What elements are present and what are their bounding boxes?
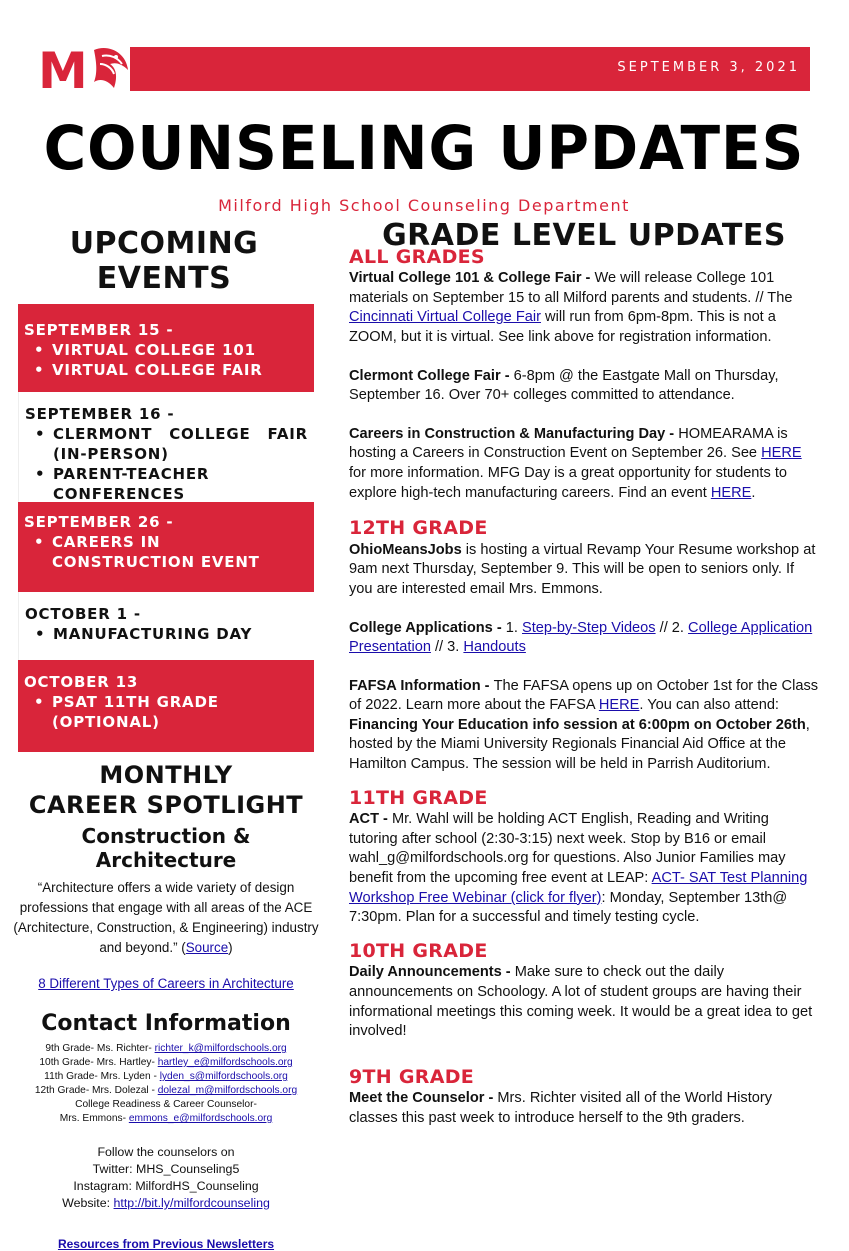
cincinnati-fair-link[interactable]: Cincinnati Virtual College Fair <box>349 309 541 326</box>
quote-end: ) <box>228 940 233 955</box>
item-title: Clermont College Fair - <box>349 367 514 384</box>
event-sep-15 <box>18 304 314 392</box>
twitter-handle: Twitter: MHS_Counseling5 <box>92 1162 240 1176</box>
item-text: , hosted by the Miami University Regionals Financial Aid Office at the Hamilton Campus. The session will be held in Parrish Auditorium. <box>349 716 810 773</box>
item-text: will run from 6pm-8pm. This is not a ZOOM, but it is virtual. See link above for registration information. <box>349 309 776 345</box>
act-sat-webinar-link[interactable]: ACT- SAT Test Planning Workshop Free Webinar (click for flyer) <box>349 870 808 906</box>
item-text: 6-8pm @ the Eastgate Mall on Thursday, September 16. Over 70+ colleges committed to attendance. <box>349 367 779 404</box>
upcoming-events-heading: UPCOMING EVENTS <box>69 226 259 296</box>
g10-announcements <box>349 963 819 1041</box>
step-videos-link[interactable]: Step-by-Step Videos <box>522 619 656 636</box>
item-text: We will release College 101 materials on September 15 to all Milford parents and students. // The <box>349 270 793 306</box>
architecture-careers-link[interactable]: 8 Different Types of Careers in Architecture <box>38 976 294 991</box>
grade-10-heading: 10TH GRADE <box>349 939 488 962</box>
item-text: : Monday, September 13th@ 7:30pm. Plan for a successful and timely testing cycle. <box>349 889 788 926</box>
item-text: Mr. Wahl will be holding ACT English, Reading and Writing tutoring after school (2:30-3:15) next week. Stop by B16 or email wahl_g@milfordschools.org for questions. Also Junior Families may benefit from the upcoming free event at LEAP: <box>349 811 786 887</box>
item-text: HOMEARAMA is hosting a Careers in Construction Event on September 26. See <box>349 425 788 462</box>
logo-letter: M <box>38 42 88 100</box>
spotlight-line2: CAREER SPOTLIGHT <box>28 791 304 819</box>
right-column <box>349 218 819 1129</box>
readiness-label: College Readiness & Career Counselor- <box>75 1099 257 1110</box>
app-presentation-link[interactable]: College Application Presentation <box>349 619 813 656</box>
item-text: is hosting a virtual Revamp Your Resume workshop at 9am next Thursday, September 9. This will be open to seniors only. If you are interested email Mrs. Emmons. <box>349 541 816 597</box>
contact-list <box>18 1042 314 1126</box>
contact-label: 9th Grade- Ms. Richter- <box>45 1043 155 1054</box>
contact-line <box>18 1084 314 1098</box>
email-link[interactable]: dolezal_m@milfordschools.org <box>157 1085 298 1096</box>
page-title: COUNSELING UPDATES <box>43 112 805 184</box>
homearama-link[interactable]: HERE <box>761 445 802 462</box>
careers-link-wrap <box>18 976 314 991</box>
milford-eagle-logo <box>36 42 130 100</box>
social-info <box>18 1144 314 1212</box>
item-text: // 3. <box>430 639 464 656</box>
event-oct-13 <box>18 660 314 752</box>
item-emphasis: Financing Your Education info session at 6:00pm on October 26th <box>349 716 806 733</box>
spotlight-quote <box>2 878 330 958</box>
item-title: College Applications - <box>349 619 506 636</box>
item-text: Make sure to check out the daily announcements on Schoology. A lot of student groups are having their informational meetings this coming week. It would be a great idea to get involved! <box>349 964 813 1040</box>
events-list <box>18 304 314 752</box>
all-grades-heading: ALL GRADES <box>349 245 485 268</box>
event-date: SEPTEMBER 15 - <box>24 321 174 339</box>
item-title: Careers in Construction & Manufacturing Day - <box>349 425 679 442</box>
item-title: Meet the Counselor - <box>349 1090 498 1107</box>
event-item: • VIRTUAL COLLEGE 101 <box>32 340 308 360</box>
item-text: Mrs. Richter visited all of the World History classes this past week to introduce herself to the 9th graders. <box>349 1090 773 1126</box>
email-link[interactable]: richter_k@milfordschools.org <box>154 1043 287 1054</box>
contact-label: 12th Grade- Mrs. Dolezal - <box>34 1085 158 1096</box>
item-title: OhioMeansJobs <box>349 541 462 558</box>
contact-line <box>18 1056 314 1070</box>
contact-heading: Contact Information <box>41 1011 291 1036</box>
event-item: • PSAT 11TH GRADE (OPTIONAL) <box>32 692 308 732</box>
event-sep-26 <box>18 502 314 592</box>
g9-meet-counselor <box>349 1089 819 1128</box>
instagram-handle: Instagram: MilfordHS_Counseling <box>73 1179 259 1193</box>
event-item: • VIRTUAL COLLEGE FAIR <box>32 360 308 380</box>
item-text: . You can also attend: <box>639 697 779 714</box>
event-oct-1 <box>18 592 314 660</box>
page-subtitle: Milford High School Counseling Department <box>218 196 630 215</box>
contact-label: Mrs. Emmons- <box>59 1113 129 1124</box>
grade-11-heading: 11TH GRADE <box>349 786 488 809</box>
g12-fafsa <box>349 677 819 775</box>
event-item: • CLERMONT COLLEGE FAIR (IN-PERSON) <box>33 424 308 464</box>
item-text: // 2. <box>655 619 689 636</box>
spotlight-line1: MONTHLY <box>99 761 233 789</box>
all-grades-careers <box>349 425 819 503</box>
contact-line <box>18 1042 314 1056</box>
career-spotlight-heading <box>18 760 314 820</box>
grade-9-heading: 9TH GRADE <box>349 1065 475 1088</box>
follow-text: Follow the counselors on <box>97 1145 235 1159</box>
source-link[interactable]: Source <box>185 940 229 955</box>
fafsa-link[interactable]: HERE <box>598 697 640 714</box>
previous-newsletters <box>18 1237 314 1251</box>
item-title: Virtual College 101 & College Fair - <box>349 270 595 287</box>
g12-college-apps <box>349 619 819 658</box>
event-item: • PARENT-TEACHER CONFERENCES <box>33 464 308 504</box>
issue-date: SEPTEMBER 3, 2021 <box>617 60 800 75</box>
contact-line <box>18 1112 314 1126</box>
quote-text: “Architecture offers a wide variety of design professions that engage with all areas of the ACE (Architecture, Construction, & Engineering) industry and beyond.” ( <box>13 880 319 955</box>
item-text: . <box>751 484 756 501</box>
event-date: OCTOBER 13 <box>24 673 139 691</box>
event-date: SEPTEMBER 16 - <box>25 405 175 423</box>
mfg-day-link[interactable]: HERE <box>710 484 752 501</box>
item-title: Daily Announcements - <box>349 964 515 981</box>
grade-12-heading: 12TH GRADE <box>349 517 488 540</box>
email-link[interactable]: hartley_e@milfordschools.org <box>157 1057 293 1068</box>
contact-label: 11th Grade- Mrs. Lyden - <box>44 1071 160 1082</box>
spotlight-subheading: Construction & Architecture <box>81 824 251 872</box>
website-link[interactable]: http://bit.ly/milfordcounseling <box>113 1196 270 1210</box>
item-text: The FAFSA opens up on October 1st for the Class of 2022. Learn more about the FAFSA <box>349 677 819 714</box>
grade-updates-heading: GRADE LEVEL UPDATES <box>382 218 786 253</box>
g12-ohiomeansjobs <box>349 541 819 600</box>
event-item: • MANUFACTURING DAY <box>33 624 308 644</box>
event-date: SEPTEMBER 26 - <box>24 513 174 531</box>
contact-line <box>18 1070 314 1084</box>
event-sep-16 <box>18 392 314 502</box>
all-grades-college-101 <box>349 269 819 347</box>
g11-act <box>349 810 819 928</box>
left-column <box>13 226 319 1251</box>
previous-newsletters-link[interactable]: Resources from Previous Newsletters <box>57 1237 275 1251</box>
website-line <box>18 1195 314 1212</box>
item-text: for more information. MFG Day is a great opportunity for students to explore high-tech manufacturing careers. Find an event <box>349 464 787 501</box>
email-link[interactable]: lyden_s@milfordschools.org <box>159 1071 288 1082</box>
all-grades-clermont <box>349 367 819 406</box>
item-title: FAFSA Information - <box>349 677 494 694</box>
handouts-link[interactable]: Handouts <box>463 639 526 656</box>
website-label: Website: <box>62 1196 114 1210</box>
contact-label: 10th Grade- Mrs. Hartley- <box>39 1057 158 1068</box>
item-title: ACT - <box>349 811 392 828</box>
event-item: • CAREERS IN CONSTRUCTION EVENT <box>32 532 308 572</box>
item-text: 1. <box>505 619 522 636</box>
event-date: OCTOBER 1 - <box>25 605 141 623</box>
email-link[interactable]: emmons_e@milfordschools.org <box>128 1113 273 1124</box>
